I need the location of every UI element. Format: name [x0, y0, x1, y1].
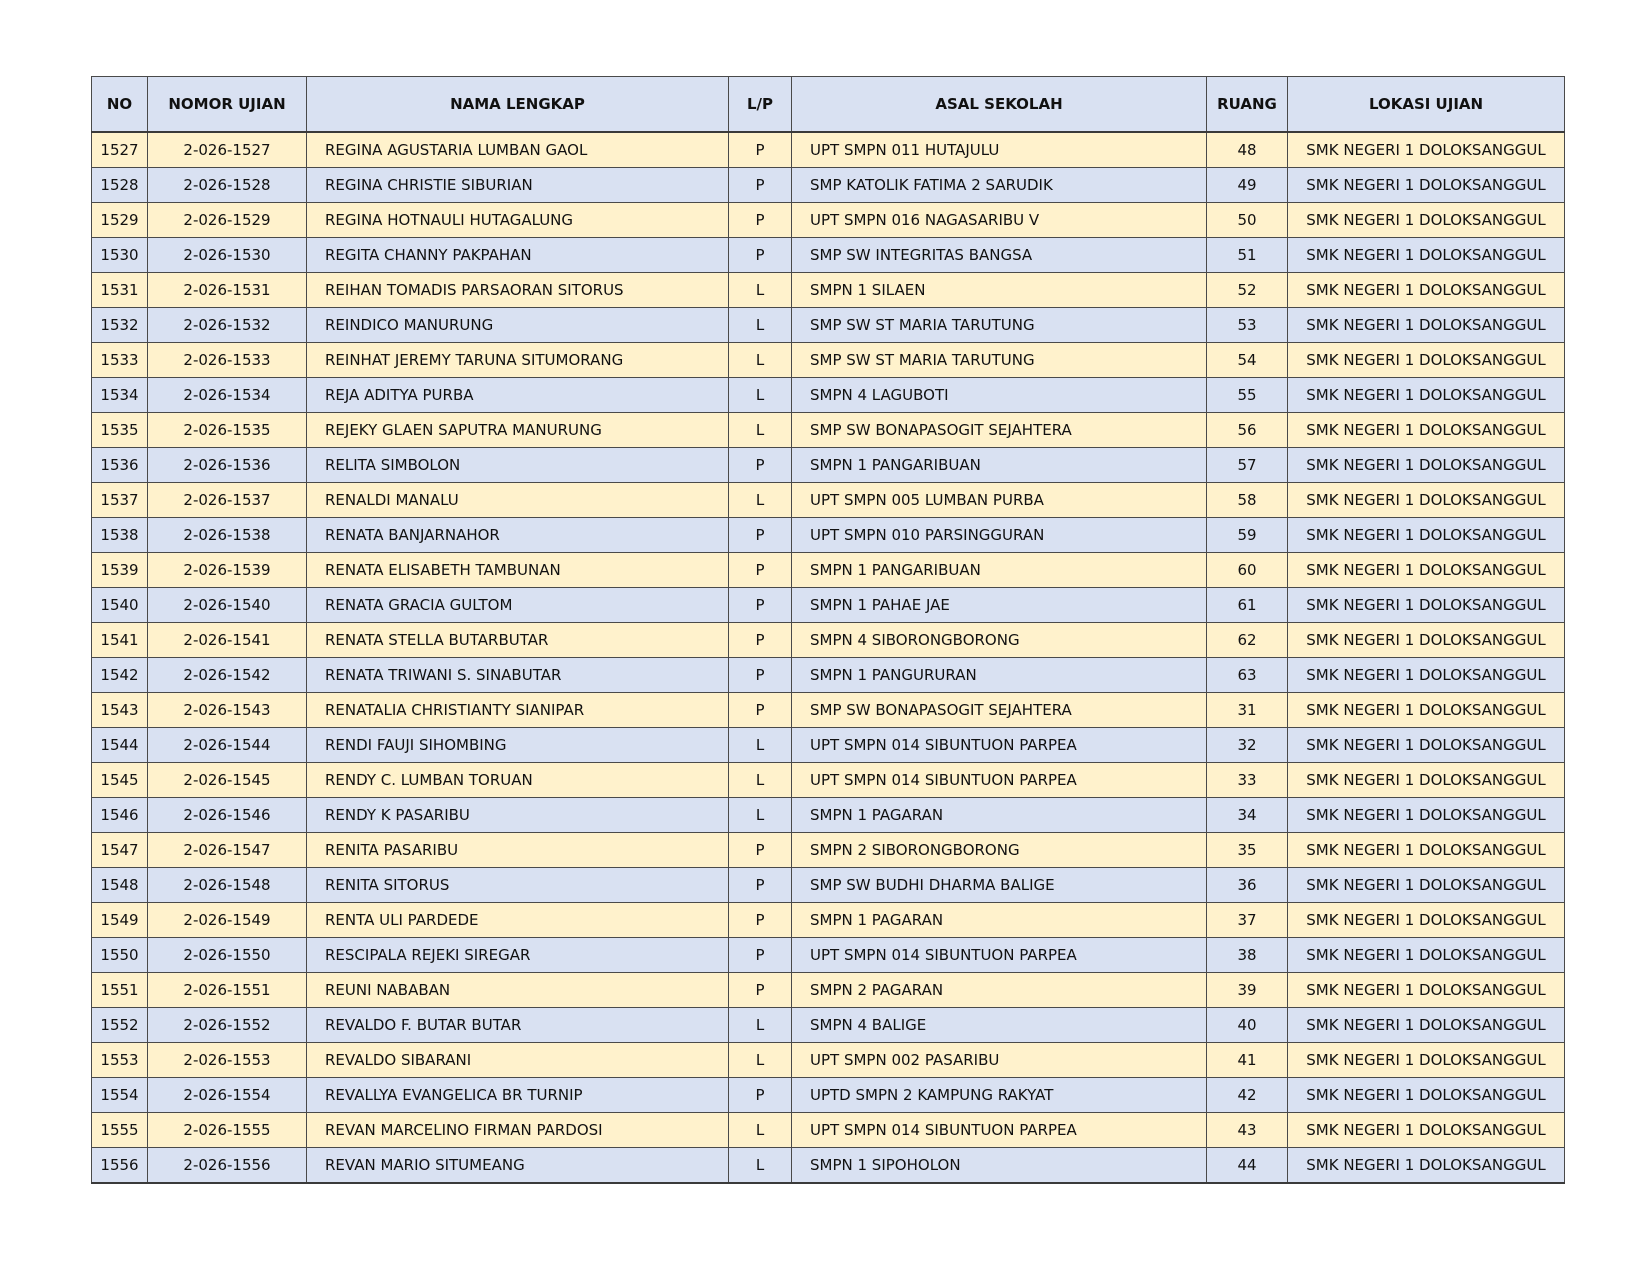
table-row: [92, 378, 1565, 413]
cell-nomor-ujian: 2-026-1546: [148, 798, 307, 833]
cell-ruang: 43: [1207, 1113, 1288, 1148]
cell-lokasi-ujian: SMK NEGERI 1 DOLOKSANGGUL: [1288, 1148, 1565, 1184]
cell-nomor-ujian: 2-026-1551: [148, 973, 307, 1008]
cell-ruang: 62: [1207, 623, 1288, 658]
cell-no: 1538: [92, 518, 148, 553]
cell-lp: L: [729, 1043, 792, 1078]
cell-nama-lengkap: REIHAN TOMADIS PARSAORAN SITORUS: [307, 273, 729, 308]
cell-ruang: 58: [1207, 483, 1288, 518]
cell-ruang: 44: [1207, 1148, 1288, 1184]
table-row: [92, 1113, 1565, 1148]
cell-ruang: 36: [1207, 868, 1288, 903]
cell-ruang: 35: [1207, 833, 1288, 868]
cell-lokasi-ujian: SMK NEGERI 1 DOLOKSANGGUL: [1288, 623, 1565, 658]
cell-no: 1543: [92, 693, 148, 728]
table-row: [92, 658, 1565, 693]
cell-nomor-ujian: 2-026-1536: [148, 448, 307, 483]
table-body: [92, 132, 1565, 1183]
cell-nomor-ujian: 2-026-1544: [148, 728, 307, 763]
cell-ruang: 38: [1207, 938, 1288, 973]
cell-no: 1535: [92, 413, 148, 448]
table-row: [92, 343, 1565, 378]
cell-no: 1527: [92, 132, 148, 168]
cell-asal-sekolah: SMP KATOLIK FATIMA 2 SARUDIK: [792, 168, 1207, 203]
cell-lokasi-ujian: SMK NEGERI 1 DOLOKSANGGUL: [1288, 1008, 1565, 1043]
cell-nama-lengkap: REVALDO F. BUTAR BUTAR: [307, 1008, 729, 1043]
cell-no: 1553: [92, 1043, 148, 1078]
table-row: [92, 203, 1565, 238]
cell-lp: P: [729, 238, 792, 273]
cell-no: 1541: [92, 623, 148, 658]
cell-lokasi-ujian: SMK NEGERI 1 DOLOKSANGGUL: [1288, 343, 1565, 378]
table-row: [92, 132, 1565, 168]
cell-nomor-ujian: 2-026-1532: [148, 308, 307, 343]
cell-lokasi-ujian: SMK NEGERI 1 DOLOKSANGGUL: [1288, 132, 1565, 168]
cell-lokasi-ujian: SMK NEGERI 1 DOLOKSANGGUL: [1288, 728, 1565, 763]
cell-lokasi-ujian: SMK NEGERI 1 DOLOKSANGGUL: [1288, 413, 1565, 448]
cell-ruang: 33: [1207, 763, 1288, 798]
table-row: [92, 553, 1565, 588]
cell-nama-lengkap: REVAN MARIO SITUMEANG: [307, 1148, 729, 1184]
cell-nama-lengkap: REUNI NABABAN: [307, 973, 729, 1008]
cell-asal-sekolah: SMPN 1 SILAEN: [792, 273, 1207, 308]
table-row: [92, 588, 1565, 623]
cell-nama-lengkap: REVAN MARCELINO FIRMAN PARDOSI: [307, 1113, 729, 1148]
cell-no: 1545: [92, 763, 148, 798]
cell-nomor-ujian: 2-026-1533: [148, 343, 307, 378]
cell-lokasi-ujian: SMK NEGERI 1 DOLOKSANGGUL: [1288, 903, 1565, 938]
cell-ruang: 42: [1207, 1078, 1288, 1113]
cell-nomor-ujian: 2-026-1543: [148, 693, 307, 728]
cell-asal-sekolah: SMPN 2 SIBORONGBORONG: [792, 833, 1207, 868]
cell-asal-sekolah: UPT SMPN 005 LUMBAN PURBA: [792, 483, 1207, 518]
cell-nomor-ujian: 2-026-1530: [148, 238, 307, 273]
table-row: [92, 623, 1565, 658]
cell-lokasi-ujian: SMK NEGERI 1 DOLOKSANGGUL: [1288, 1113, 1565, 1148]
cell-lp: P: [729, 868, 792, 903]
cell-lp: P: [729, 658, 792, 693]
cell-asal-sekolah: UPT SMPN 011 HUTAJULU: [792, 132, 1207, 168]
cell-nomor-ujian: 2-026-1554: [148, 1078, 307, 1113]
cell-ruang: 53: [1207, 308, 1288, 343]
cell-lokasi-ujian: SMK NEGERI 1 DOLOKSANGGUL: [1288, 833, 1565, 868]
cell-asal-sekolah: SMP SW ST MARIA TARUTUNG: [792, 343, 1207, 378]
cell-lokasi-ujian: SMK NEGERI 1 DOLOKSANGGUL: [1288, 553, 1565, 588]
cell-nama-lengkap: RENITA PASARIBU: [307, 833, 729, 868]
cell-asal-sekolah: UPT SMPN 014 SIBUNTUON PARPEA: [792, 728, 1207, 763]
table-row: [92, 903, 1565, 938]
cell-nomor-ujian: 2-026-1553: [148, 1043, 307, 1078]
cell-lokasi-ujian: SMK NEGERI 1 DOLOKSANGGUL: [1288, 308, 1565, 343]
cell-lokasi-ujian: SMK NEGERI 1 DOLOKSANGGUL: [1288, 658, 1565, 693]
cell-ruang: 63: [1207, 658, 1288, 693]
cell-asal-sekolah: SMPN 1 PANGARIBUAN: [792, 448, 1207, 483]
cell-no: 1547: [92, 833, 148, 868]
cell-nomor-ujian: 2-026-1549: [148, 903, 307, 938]
cell-asal-sekolah: SMPN 2 PAGARAN: [792, 973, 1207, 1008]
cell-no: 1528: [92, 168, 148, 203]
cell-lp: P: [729, 553, 792, 588]
cell-lokasi-ujian: SMK NEGERI 1 DOLOKSANGGUL: [1288, 378, 1565, 413]
header-lokasi-ujian: LOKASI UJIAN: [1288, 77, 1565, 133]
cell-nama-lengkap: RELITA SIMBOLON: [307, 448, 729, 483]
cell-ruang: 61: [1207, 588, 1288, 623]
cell-nama-lengkap: RENDY K PASARIBU: [307, 798, 729, 833]
table-row: [92, 308, 1565, 343]
cell-ruang: 31: [1207, 693, 1288, 728]
table-row: [92, 728, 1565, 763]
cell-asal-sekolah: SMP SW BONAPASOGIT SEJAHTERA: [792, 693, 1207, 728]
cell-ruang: 54: [1207, 343, 1288, 378]
cell-asal-sekolah: SMPN 1 PAGARAN: [792, 903, 1207, 938]
cell-asal-sekolah: UPT SMPN 014 SIBUNTUON PARPEA: [792, 1113, 1207, 1148]
cell-no: 1546: [92, 798, 148, 833]
cell-lokasi-ujian: SMK NEGERI 1 DOLOKSANGGUL: [1288, 518, 1565, 553]
cell-nomor-ujian: 2-026-1540: [148, 588, 307, 623]
cell-ruang: 50: [1207, 203, 1288, 238]
cell-lokasi-ujian: SMK NEGERI 1 DOLOKSANGGUL: [1288, 448, 1565, 483]
cell-nama-lengkap: RENATA BANJARNAHOR: [307, 518, 729, 553]
table-row: [92, 763, 1565, 798]
cell-lp: P: [729, 833, 792, 868]
cell-asal-sekolah: SMPN 1 SIPOHOLON: [792, 1148, 1207, 1184]
cell-lokasi-ujian: SMK NEGERI 1 DOLOKSANGGUL: [1288, 273, 1565, 308]
cell-ruang: 57: [1207, 448, 1288, 483]
cell-asal-sekolah: UPT SMPN 014 SIBUNTUON PARPEA: [792, 763, 1207, 798]
cell-nama-lengkap: REJEKY GLAEN SAPUTRA MANURUNG: [307, 413, 729, 448]
cell-no: 1555: [92, 1113, 148, 1148]
cell-nama-lengkap: RENATA STELLA BUTARBUTAR: [307, 623, 729, 658]
cell-asal-sekolah: UPT SMPN 002 PASARIBU: [792, 1043, 1207, 1078]
cell-asal-sekolah: SMPN 1 PAGARAN: [792, 798, 1207, 833]
cell-no: 1534: [92, 378, 148, 413]
cell-asal-sekolah: UPTD SMPN 2 KAMPUNG RAKYAT: [792, 1078, 1207, 1113]
cell-lp: P: [729, 518, 792, 553]
cell-nama-lengkap: REGINA AGUSTARIA LUMBAN GAOL: [307, 132, 729, 168]
cell-lp: L: [729, 798, 792, 833]
cell-nama-lengkap: REGITA CHANNY PAKPAHAN: [307, 238, 729, 273]
cell-nomor-ujian: 2-026-1529: [148, 203, 307, 238]
cell-nama-lengkap: REJA ADITYA PURBA: [307, 378, 729, 413]
cell-lp: P: [729, 693, 792, 728]
cell-ruang: 40: [1207, 1008, 1288, 1043]
cell-nama-lengkap: REINHAT JEREMY TARUNA SITUMORANG: [307, 343, 729, 378]
header-nama-lengkap: NAMA LENGKAP: [307, 77, 729, 133]
cell-lp: L: [729, 378, 792, 413]
table-row: [92, 973, 1565, 1008]
table-header-row: [92, 77, 1565, 133]
cell-ruang: 52: [1207, 273, 1288, 308]
table-row: [92, 1043, 1565, 1078]
cell-ruang: 51: [1207, 238, 1288, 273]
cell-lp: L: [729, 273, 792, 308]
cell-nama-lengkap: REVALDO SIBARANI: [307, 1043, 729, 1078]
cell-lokasi-ujian: SMK NEGERI 1 DOLOKSANGGUL: [1288, 1078, 1565, 1113]
cell-lp: P: [729, 132, 792, 168]
cell-lokasi-ujian: SMK NEGERI 1 DOLOKSANGGUL: [1288, 868, 1565, 903]
cell-ruang: 32: [1207, 728, 1288, 763]
exam-participants-table: [91, 76, 1565, 1184]
cell-lp: P: [729, 938, 792, 973]
cell-lp: P: [729, 1078, 792, 1113]
document-page: [91, 76, 1564, 1184]
cell-lp: L: [729, 413, 792, 448]
cell-lp: P: [729, 203, 792, 238]
cell-nomor-ujian: 2-026-1541: [148, 623, 307, 658]
cell-no: 1542: [92, 658, 148, 693]
cell-nama-lengkap: REGINA HOTNAULI HUTAGALUNG: [307, 203, 729, 238]
cell-no: 1532: [92, 308, 148, 343]
cell-ruang: 41: [1207, 1043, 1288, 1078]
cell-lokasi-ujian: SMK NEGERI 1 DOLOKSANGGUL: [1288, 938, 1565, 973]
cell-nomor-ujian: 2-026-1528: [148, 168, 307, 203]
cell-lp: L: [729, 483, 792, 518]
cell-nomor-ujian: 2-026-1538: [148, 518, 307, 553]
cell-lokasi-ujian: SMK NEGERI 1 DOLOKSANGGUL: [1288, 483, 1565, 518]
cell-lp: P: [729, 588, 792, 623]
table-row: [92, 1008, 1565, 1043]
cell-no: 1530: [92, 238, 148, 273]
table-row: [92, 168, 1565, 203]
header-ruang: RUANG: [1207, 77, 1288, 133]
table-row: [92, 693, 1565, 728]
cell-ruang: 59: [1207, 518, 1288, 553]
table-row: [92, 483, 1565, 518]
cell-ruang: 55: [1207, 378, 1288, 413]
cell-asal-sekolah: UPT SMPN 016 NAGASARIBU V: [792, 203, 1207, 238]
cell-no: 1531: [92, 273, 148, 308]
cell-nama-lengkap: RENATA TRIWANI S. SINABUTAR: [307, 658, 729, 693]
cell-ruang: 56: [1207, 413, 1288, 448]
cell-no: 1537: [92, 483, 148, 518]
cell-nomor-ujian: 2-026-1556: [148, 1148, 307, 1184]
cell-no: 1529: [92, 203, 148, 238]
cell-lp: P: [729, 623, 792, 658]
cell-nama-lengkap: RENDI FAUJI SIHOMBING: [307, 728, 729, 763]
cell-asal-sekolah: SMPN 1 PANGARIBUAN: [792, 553, 1207, 588]
table-row: [92, 938, 1565, 973]
table-row: [92, 273, 1565, 308]
cell-lokasi-ujian: SMK NEGERI 1 DOLOKSANGGUL: [1288, 693, 1565, 728]
cell-lp: P: [729, 168, 792, 203]
cell-lp: L: [729, 728, 792, 763]
cell-no: 1549: [92, 903, 148, 938]
table-row: [92, 518, 1565, 553]
cell-ruang: 60: [1207, 553, 1288, 588]
cell-asal-sekolah: UPT SMPN 010 PARSINGGURAN: [792, 518, 1207, 553]
cell-lokasi-ujian: SMK NEGERI 1 DOLOKSANGGUL: [1288, 588, 1565, 623]
cell-nomor-ujian: 2-026-1552: [148, 1008, 307, 1043]
cell-no: 1536: [92, 448, 148, 483]
cell-nama-lengkap: RESCIPALA REJEKI SIREGAR: [307, 938, 729, 973]
cell-nama-lengkap: RENALDI MANALU: [307, 483, 729, 518]
cell-asal-sekolah: SMPN 4 BALIGE: [792, 1008, 1207, 1043]
cell-no: 1540: [92, 588, 148, 623]
cell-lp: L: [729, 763, 792, 798]
cell-nomor-ujian: 2-026-1535: [148, 413, 307, 448]
table-row: [92, 1148, 1565, 1184]
cell-nama-lengkap: REVALLYA EVANGELICA BR TURNIP: [307, 1078, 729, 1113]
cell-ruang: 48: [1207, 132, 1288, 168]
cell-lp: P: [729, 973, 792, 1008]
cell-nama-lengkap: RENATA GRACIA GULTOM: [307, 588, 729, 623]
cell-no: 1548: [92, 868, 148, 903]
cell-asal-sekolah: SMP SW BUDHI DHARMA BALIGE: [792, 868, 1207, 903]
cell-no: 1533: [92, 343, 148, 378]
cell-nama-lengkap: RENATALIA CHRISTIANTY SIANIPAR: [307, 693, 729, 728]
cell-lokasi-ujian: SMK NEGERI 1 DOLOKSANGGUL: [1288, 1043, 1565, 1078]
header-asal-sekolah: ASAL SEKOLAH: [792, 77, 1207, 133]
cell-lokasi-ujian: SMK NEGERI 1 DOLOKSANGGUL: [1288, 763, 1565, 798]
cell-nama-lengkap: RENATA ELISABETH TAMBUNAN: [307, 553, 729, 588]
cell-no: 1556: [92, 1148, 148, 1184]
cell-no: 1544: [92, 728, 148, 763]
cell-ruang: 37: [1207, 903, 1288, 938]
cell-no: 1554: [92, 1078, 148, 1113]
cell-nomor-ujian: 2-026-1531: [148, 273, 307, 308]
cell-lokasi-ujian: SMK NEGERI 1 DOLOKSANGGUL: [1288, 238, 1565, 273]
header-lp: L/P: [729, 77, 792, 133]
cell-asal-sekolah: SMPN 4 SIBORONGBORONG: [792, 623, 1207, 658]
cell-ruang: 39: [1207, 973, 1288, 1008]
cell-nama-lengkap: RENTA ULI PARDEDE: [307, 903, 729, 938]
cell-lp: L: [729, 343, 792, 378]
cell-nomor-ujian: 2-026-1534: [148, 378, 307, 413]
cell-asal-sekolah: SMPN 4 LAGUBOTI: [792, 378, 1207, 413]
table-row: [92, 448, 1565, 483]
cell-no: 1552: [92, 1008, 148, 1043]
header-nomor-ujian: NOMOR UJIAN: [148, 77, 307, 133]
cell-nomor-ujian: 2-026-1539: [148, 553, 307, 588]
table-row: [92, 1078, 1565, 1113]
cell-no: 1551: [92, 973, 148, 1008]
cell-nomor-ujian: 2-026-1555: [148, 1113, 307, 1148]
cell-nomor-ujian: 2-026-1547: [148, 833, 307, 868]
cell-asal-sekolah: SMP SW BONAPASOGIT SEJAHTERA: [792, 413, 1207, 448]
cell-asal-sekolah: UPT SMPN 014 SIBUNTUON PARPEA: [792, 938, 1207, 973]
cell-nama-lengkap: RENITA SITORUS: [307, 868, 729, 903]
cell-asal-sekolah: SMP SW ST MARIA TARUTUNG: [792, 308, 1207, 343]
cell-lokasi-ujian: SMK NEGERI 1 DOLOKSANGGUL: [1288, 168, 1565, 203]
cell-nomor-ujian: 2-026-1548: [148, 868, 307, 903]
header-no: NO: [92, 77, 148, 133]
cell-nomor-ujian: 2-026-1542: [148, 658, 307, 693]
cell-nomor-ujian: 2-026-1545: [148, 763, 307, 798]
cell-asal-sekolah: SMPN 1 PANGURURAN: [792, 658, 1207, 693]
cell-nama-lengkap: RENDY C. LUMBAN TORUAN: [307, 763, 729, 798]
cell-lp: L: [729, 308, 792, 343]
cell-ruang: 49: [1207, 168, 1288, 203]
cell-nomor-ujian: 2-026-1537: [148, 483, 307, 518]
cell-nomor-ujian: 2-026-1527: [148, 132, 307, 168]
cell-no: 1550: [92, 938, 148, 973]
table-row: [92, 833, 1565, 868]
table-row: [92, 413, 1565, 448]
cell-lp: L: [729, 1008, 792, 1043]
cell-nomor-ujian: 2-026-1550: [148, 938, 307, 973]
cell-no: 1539: [92, 553, 148, 588]
cell-lp: P: [729, 448, 792, 483]
table-row: [92, 798, 1565, 833]
table-row: [92, 238, 1565, 273]
cell-ruang: 34: [1207, 798, 1288, 833]
cell-lokasi-ujian: SMK NEGERI 1 DOLOKSANGGUL: [1288, 203, 1565, 238]
cell-lp: P: [729, 903, 792, 938]
cell-lokasi-ujian: SMK NEGERI 1 DOLOKSANGGUL: [1288, 973, 1565, 1008]
cell-nama-lengkap: REINDICO MANURUNG: [307, 308, 729, 343]
cell-asal-sekolah: SMP SW INTEGRITAS BANGSA: [792, 238, 1207, 273]
cell-lp: L: [729, 1148, 792, 1184]
cell-nama-lengkap: REGINA CHRISTIE SIBURIAN: [307, 168, 729, 203]
cell-lp: L: [729, 1113, 792, 1148]
cell-asal-sekolah: SMPN 1 PAHAE JAE: [792, 588, 1207, 623]
table-row: [92, 868, 1565, 903]
cell-lokasi-ujian: SMK NEGERI 1 DOLOKSANGGUL: [1288, 798, 1565, 833]
